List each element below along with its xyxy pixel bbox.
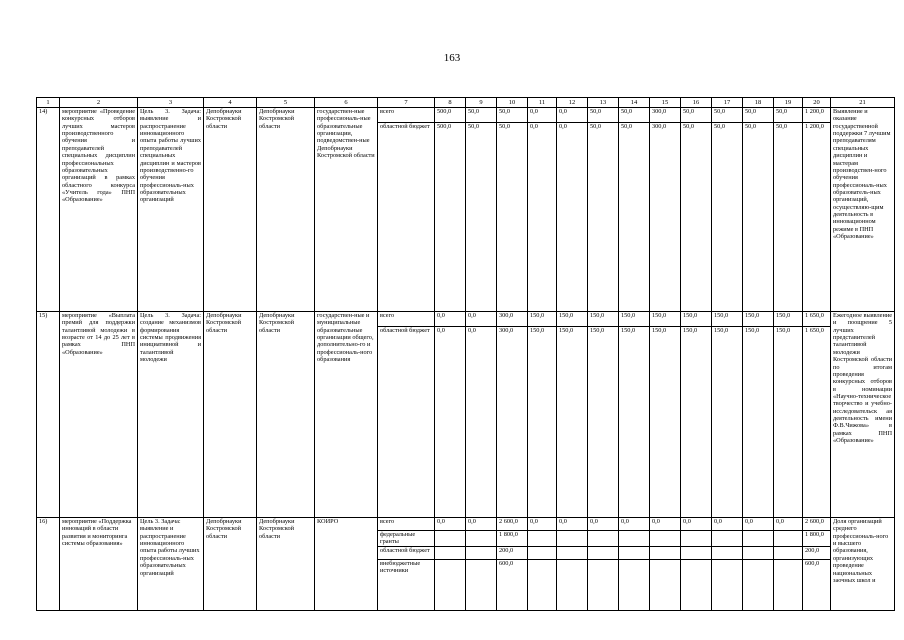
value-cell: 50,0 [681,108,712,123]
value-cell: 150,0 [681,312,712,327]
value-cell: 0,0 [774,518,803,531]
value-cell [619,531,650,547]
value-cell: 50,0 [743,123,774,312]
total-cell: 1 650,0 [803,327,831,518]
value-cell [557,559,588,610]
value-cell: 0,0 [528,108,557,123]
value-cell: 0,0 [557,123,588,312]
value-cell [712,559,743,610]
value-cell: 300,0 [650,108,681,123]
value-cell: 0,0 [557,108,588,123]
value-cell: 50,0 [619,108,650,123]
value-cell: 150,0 [619,312,650,327]
funding-source-cell: внебюджетные источники [378,559,435,610]
column-number: 12 [557,98,588,108]
column-number: 11 [528,98,557,108]
table-row [37,518,895,531]
total-cell: 1 200,0 [803,108,831,123]
value-cell: 0,0 [557,518,588,531]
funding-source-cell: областной бюджет [378,546,435,559]
value-cell: 0,0 [466,312,497,327]
value-cell: 0,0 [712,518,743,531]
value-cell [650,559,681,610]
value-cell [557,531,588,547]
column-number: 3 [138,98,204,108]
value-cell: 1 800,0 [497,531,528,547]
value-cell: 0,0 [435,518,466,531]
value-cell [681,546,712,559]
value-cell: 500,0 [435,123,466,312]
measure-cell: мероприятие «Выплата премий для поддержки талантливой молодежи в возрасте от 14 до 25 лет в рамках ПНП «Образование» [60,312,138,518]
total-cell: 2 600,0 [803,518,831,531]
column-number: 20 [803,98,831,108]
value-cell: 0,0 [619,518,650,531]
value-cell [588,531,619,547]
value-cell: 150,0 [650,327,681,518]
result-cell: Ежегодное выявление и поощрение 5 лучших представителей талантливой молодежи Костромской области по итогам проведения конкурсных отборов в номинации «Научно-техническое творчество и учебно-исследовательск ая деятельность имени Ф.В.Чижова» в рамках ПНП «Образование» [831,312,895,518]
goal-cell: Цель 3. Задача: выявление и распространение инновационного опыта работы лучших профессиональ-ных образовательных организаций [138,518,204,611]
value-cell: 600,0 [497,559,528,610]
recipients-cell: государствен-ные и муниципальные образовательные организации общего, дополнительно-го и профессиональ-ного образования [315,312,378,518]
value-cell: 150,0 [528,312,557,327]
value-cell [650,546,681,559]
value-cell: 150,0 [528,327,557,518]
value-cell [466,559,497,610]
column-number: 13 [588,98,619,108]
column-number: 2 [60,98,138,108]
value-cell [681,559,712,610]
result-cell: Доля организаций среднего профессиональ-ного и высшего образования, организующих проведение национальных заочных школ и [831,518,895,611]
value-cell: 150,0 [557,312,588,327]
column-number: 4 [204,98,257,108]
value-cell: 150,0 [774,327,803,518]
value-cell: 50,0 [588,123,619,312]
value-cell: 0,0 [435,312,466,327]
total-cell: 1 200,0 [803,123,831,312]
value-cell [681,531,712,547]
column-number: 6 [315,98,378,108]
value-cell: 150,0 [743,312,774,327]
column-number: 19 [774,98,803,108]
responsible-cell: Депобрнауки Костромской области [204,108,257,312]
value-cell: 50,0 [497,108,528,123]
value-cell: 0,0 [650,518,681,531]
total-cell: 600,0 [803,559,831,610]
value-cell: 50,0 [466,123,497,312]
value-cell [650,531,681,547]
value-cell: 0,0 [528,518,557,531]
value-cell [557,546,588,559]
value-cell [619,546,650,559]
result-cell: Выявление и оказание государственной поддержки 7 лучшим преподавателям специальных дисциплин и мастерам производствен-ного обучения профессиональ-ных образователь-ных организаций, осуществляю-щим деятельность в инновационном режиме в ПНП «Образование» [831,108,895,312]
funding-source-cell: областной бюджет [378,327,435,518]
value-cell [743,559,774,610]
responsible-cell: Депобрнауки Костромской области [204,518,257,611]
value-cell [435,531,466,547]
value-cell: 0,0 [743,518,774,531]
value-cell: 300,0 [497,312,528,327]
value-cell: 0,0 [466,327,497,518]
funding-source-cell: всего [378,312,435,327]
executor-cell: Депобрнауки Костромской области [257,108,315,312]
value-cell [743,531,774,547]
value-cell: 50,0 [712,123,743,312]
value-cell: 300,0 [497,327,528,518]
value-cell: 0,0 [588,518,619,531]
goal-cell: Цель 3. Задача: создание механизмов формирования системы продвижения инициативной и талантливой молодежи [138,312,204,518]
total-cell: 1 800,0 [803,531,831,547]
value-cell [619,559,650,610]
responsible-cell: Депобрнауки Костромской области [204,312,257,518]
value-cell [712,531,743,547]
value-cell [528,546,557,559]
value-cell [712,546,743,559]
value-cell [588,559,619,610]
goal-cell: Цель 3. Задача: выявление и распространение инновационного опыта работы лучших преподавателей специальных дисциплин и мастеров производственно-го обучения профессиональ-ных образовательных организаций [138,108,204,312]
value-cell: 150,0 [588,312,619,327]
value-cell: 0,0 [466,518,497,531]
value-cell: 50,0 [774,123,803,312]
measure-cell: мероприятие «Поддержка инноваций в области развития и мониторинга системы образования» [60,518,138,611]
value-cell: 150,0 [557,327,588,518]
value-cell: 50,0 [681,123,712,312]
value-cell [435,559,466,610]
value-cell: 150,0 [650,312,681,327]
row-number: 14) [37,108,60,312]
table-row [37,108,895,123]
value-cell [774,559,803,610]
column-number: 21 [831,98,895,108]
value-cell: 150,0 [774,312,803,327]
program-measures-table [36,97,895,611]
column-number: 9 [466,98,497,108]
value-cell: 150,0 [712,327,743,518]
value-cell [774,546,803,559]
column-number: 8 [435,98,466,108]
funding-source-cell: областной бюджет [378,123,435,312]
value-cell [743,546,774,559]
value-cell: 150,0 [588,327,619,518]
value-cell [588,546,619,559]
column-number: 10 [497,98,528,108]
page-number: 163 [443,52,461,64]
value-cell: 0,0 [528,123,557,312]
value-cell: 150,0 [619,327,650,518]
value-cell: 50,0 [774,108,803,123]
column-number: 17 [712,98,743,108]
value-cell: 50,0 [743,108,774,123]
value-cell: 200,0 [497,546,528,559]
recipients-cell: КОИРО [315,518,378,611]
row-number: 15) [37,312,60,518]
value-cell [528,531,557,547]
funding-source-cell: всего [378,108,435,123]
value-cell: 0,0 [435,327,466,518]
column-number: 18 [743,98,774,108]
executor-cell: Депобрнауки Костромской области [257,312,315,518]
value-cell: 50,0 [588,108,619,123]
column-number: 1 [37,98,60,108]
recipients-cell: государствен-ные профессиональ-ные образовательные организации, подведомствен-ные Депобрнауки Костромской области [315,108,378,312]
value-cell [774,531,803,547]
total-cell: 1 650,0 [803,312,831,327]
value-cell: 50,0 [497,123,528,312]
funding-source-cell: всего [378,518,435,531]
value-cell: 150,0 [712,312,743,327]
value-cell [528,559,557,610]
total-cell: 200,0 [803,546,831,559]
row-number: 16) [37,518,60,611]
table-row [37,312,895,327]
column-number: 15 [650,98,681,108]
value-cell: 0,0 [681,518,712,531]
value-cell: 150,0 [743,327,774,518]
value-cell: 50,0 [712,108,743,123]
value-cell [466,546,497,559]
executor-cell: Депобрнауки Костромской области [257,518,315,611]
column-number: 16 [681,98,712,108]
value-cell [435,546,466,559]
value-cell [466,531,497,547]
value-cell: 300,0 [650,123,681,312]
column-number: 7 [378,98,435,108]
value-cell: 2 600,0 [497,518,528,531]
value-cell: 150,0 [681,327,712,518]
value-cell: 500,0 [435,108,466,123]
funding-source-cell: федеральные гранты [378,531,435,547]
value-cell: 50,0 [466,108,497,123]
value-cell: 50,0 [619,123,650,312]
column-number: 5 [257,98,315,108]
measure-cell: мероприятие «Проведение конкурсных отборов лучших мастеров производственного обучения и преподавателей специальных дисциплин профессиональных образовательных организаций в рамках областного конкурса «Учитель года» ПНП «Образование» [60,108,138,312]
column-number: 14 [619,98,650,108]
column-number-row [37,98,895,108]
